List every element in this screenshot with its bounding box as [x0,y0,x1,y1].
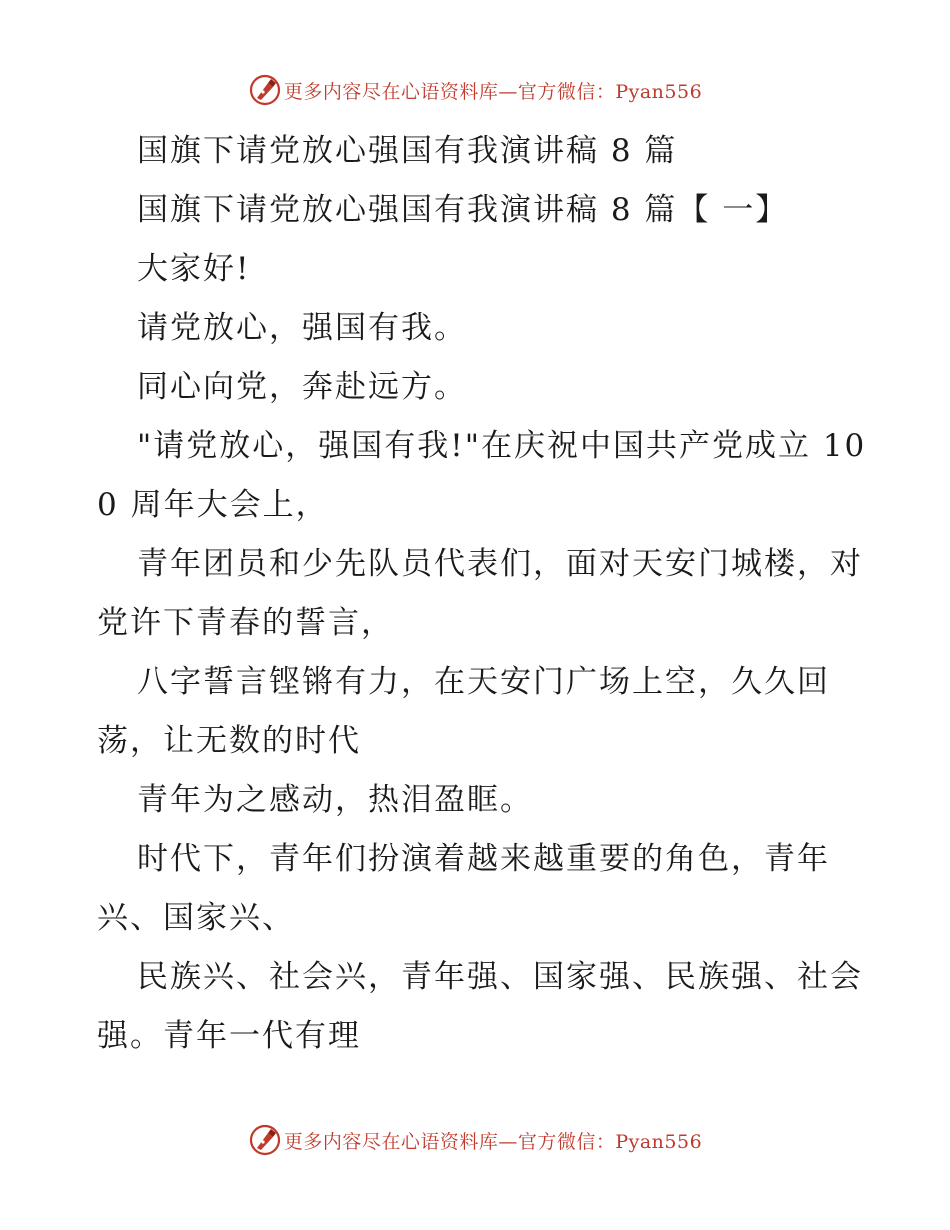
paragraph: 青年团员和少先队员代表们，面对天安门城楼，对党许下青春的誓言， [97,546,863,641]
footer-banner [0,1122,950,1158]
paragraph: 同心向党，奔赴远方。 [137,369,467,405]
paragraph: 请党放心，强国有我。 [137,310,467,346]
header-banner [0,72,950,108]
paragraph: 八字誓言铿锵有力，在天安门广场上空，久久回荡，让无数的时代 [97,664,830,759]
pen-nib-logo-icon [248,1123,282,1157]
banner-text: 更多内容尽在心语资料库—官方微信：Pyan556 [283,80,703,103]
document-body [97,122,867,1066]
paragraph: 大家好! [137,251,251,287]
paragraph: 青年为之感动，热泪盈眶。 [137,782,533,818]
paragraph: 民族兴、社会兴，青年强、国家强、民族强、社会强。青年一代有理 [97,959,863,1054]
section-heading: 国旗下请党放心强国有我演讲稿 8 篇【 一】 [137,192,789,228]
paragraph: 时代下，青年们扮演着越来越重要的角色，青年兴、国家兴、 [97,841,830,936]
banner-text: 更多内容尽在心语资料库—官方微信：Pyan556 [283,1130,703,1153]
pen-nib-logo-icon [248,73,282,107]
paragraph: "请党放心，强国有我!"在庆祝中国共产党成立 100 周年大会上， [97,428,867,523]
document-title: 国旗下请党放心强国有我演讲稿 8 篇 [137,133,678,169]
